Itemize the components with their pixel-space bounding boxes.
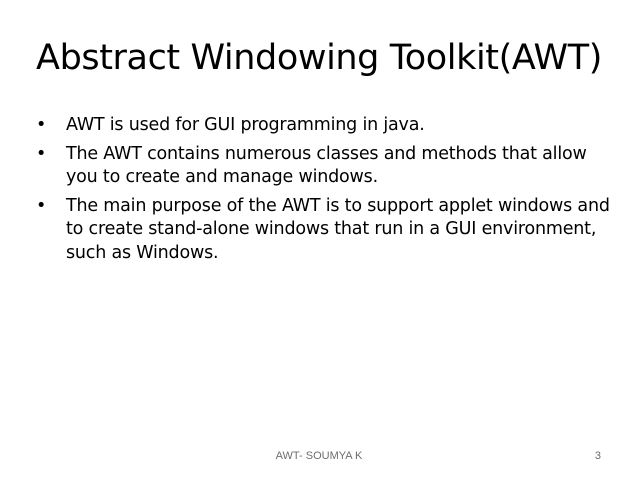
slide-footer [0, 450, 638, 466]
footer-text: AWT- SOUMYA K [275, 450, 363, 462]
bullet-icon: • [36, 115, 47, 135]
bullet-text: AWT is used for GUI programming in java. [66, 115, 425, 135]
bullet-text: The main purpose of the AWT is to support applet windows and to create stand-alone windows that run in a GUI environment, such as Windows. [66, 195, 610, 263]
bullet-item [36, 195, 611, 266]
slide-title: Abstract Windowing Toolkit(AWT) [36, 38, 602, 78]
bullet-text: The AWT contains numerous classes and methods that allow you to create and manage windows. [66, 143, 587, 187]
bullet-item [36, 114, 611, 138]
slide-content [36, 114, 611, 270]
bullet-item [36, 143, 611, 190]
bullet-icon: • [36, 143, 47, 164]
bullet-icon: • [36, 195, 47, 216]
page-number: 3 [594, 450, 601, 462]
bullet-list [36, 114, 611, 265]
